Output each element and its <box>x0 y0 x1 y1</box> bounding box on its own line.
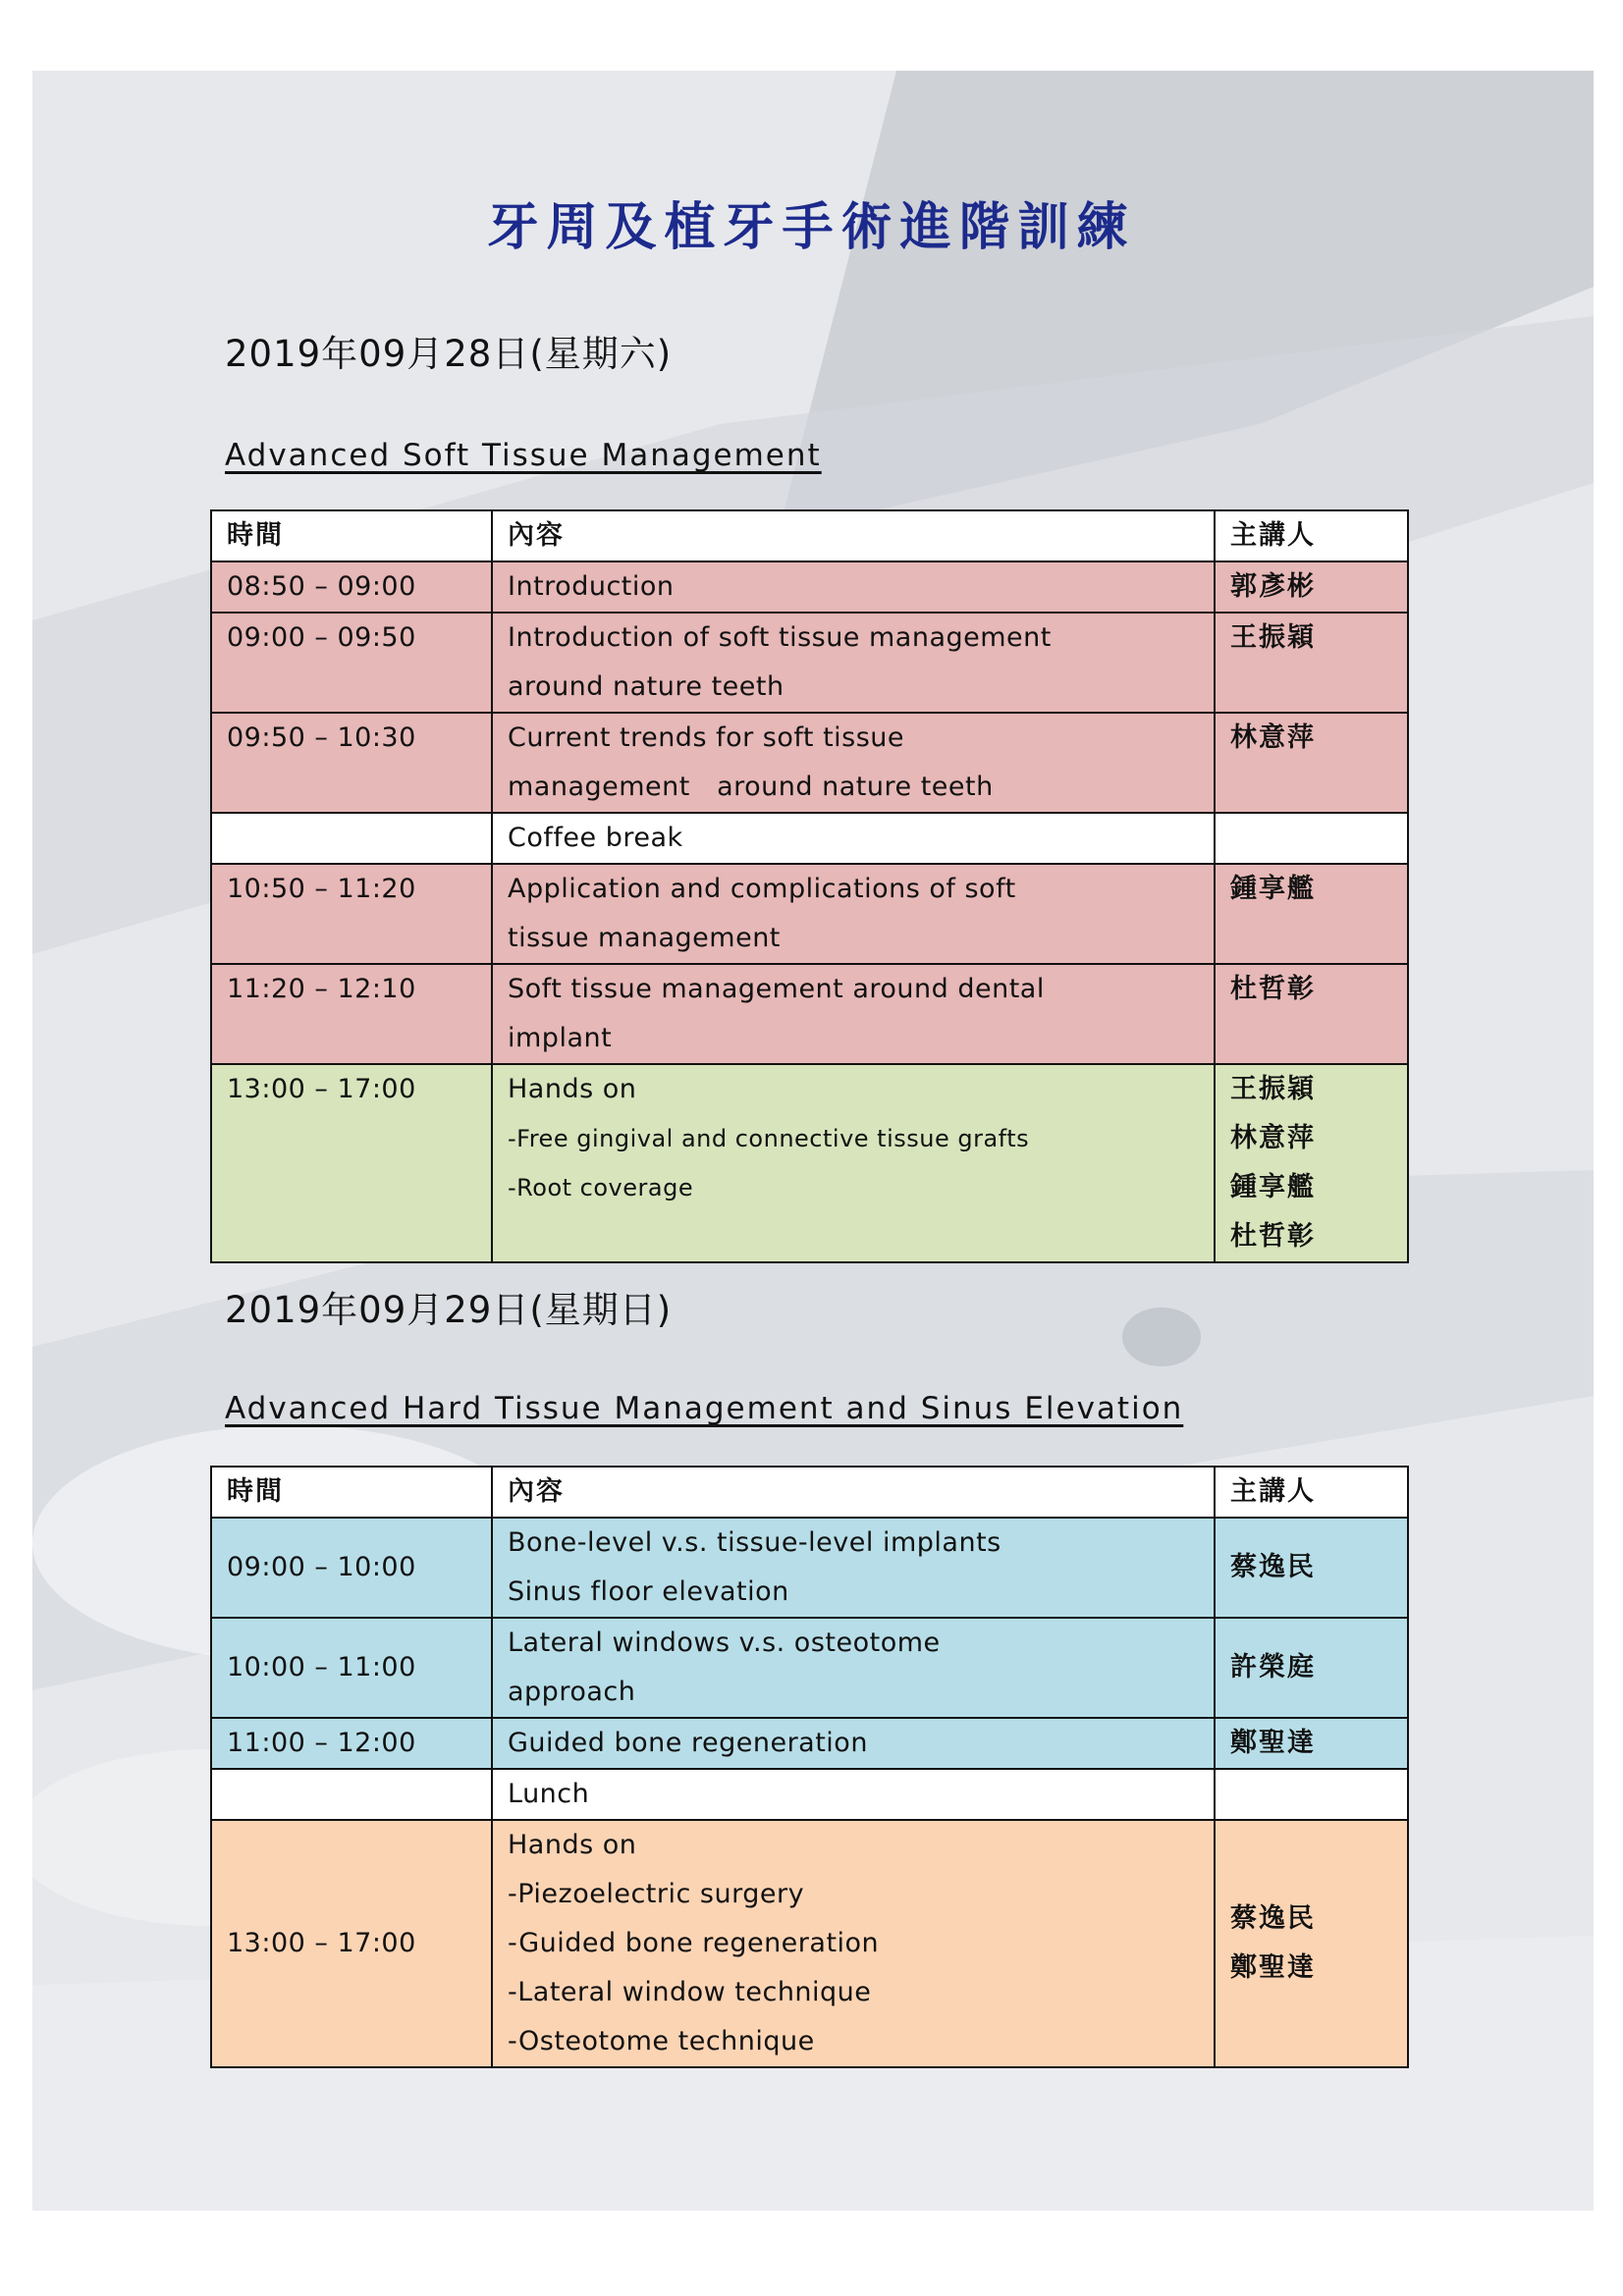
table-row <box>211 1618 1408 1718</box>
speaker-cell <box>1215 1820 1408 2067</box>
time-text: 08:50 – 09:00 <box>227 571 416 602</box>
content-line: Lateral windows v.s. osteotome <box>508 1628 941 1658</box>
content-cell <box>492 1518 1215 1618</box>
table-header-row <box>211 510 1408 561</box>
time-cell <box>211 1064 492 1262</box>
table-row <box>211 1718 1408 1769</box>
content-line: Bone-level v.s. tissue-level implants <box>508 1527 1001 1558</box>
header-content-cell <box>492 510 1215 561</box>
table-row-hands-on <box>211 1064 1408 1262</box>
header-content-cell <box>492 1467 1215 1518</box>
speaker-cell <box>1215 1064 1408 1262</box>
speaker-name: 王振穎 <box>1230 622 1316 653</box>
content-line: Application and complications of soft <box>508 874 1016 904</box>
empty-speaker <box>1230 814 1407 863</box>
header-time-label: 時間 <box>227 520 284 551</box>
speaker-name: 杜哲彰 <box>1230 1221 1316 1252</box>
content-cell <box>492 613 1215 713</box>
content-cell <box>492 1064 1215 1262</box>
time-cell <box>211 1769 492 1820</box>
content-cell <box>492 1820 1215 2067</box>
time-text: 10:00 – 11:00 <box>227 1652 416 1682</box>
time-cell <box>211 1718 492 1769</box>
speaker-name: 蔡逸民 <box>1230 1552 1316 1582</box>
header-content-label: 內容 <box>508 520 565 551</box>
content-line: around nature teeth <box>508 671 784 702</box>
speaker-name: 郭彥彬 <box>1230 571 1316 602</box>
content-line: Guided bone regeneration <box>508 1728 868 1758</box>
time-cell <box>211 561 492 613</box>
time-cell <box>211 1820 492 2067</box>
header-speaker-label: 主講人 <box>1230 520 1316 551</box>
time-cell <box>211 813 492 864</box>
content-line: Introduction of soft tissue management <box>508 622 1052 653</box>
time-text: 13:00 – 17:00 <box>227 1074 416 1104</box>
time-text: 13:00 – 17:00 <box>227 1928 416 1958</box>
content-line: Hands on <box>508 1074 637 1104</box>
header-content-label: 內容 <box>508 1476 565 1507</box>
header-speaker-cell <box>1215 1467 1408 1518</box>
speaker-cell <box>1215 864 1408 964</box>
content-line: management around nature teeth <box>508 772 994 802</box>
time-text: 09:00 – 10:00 <box>227 1552 416 1582</box>
time-text: 09:50 – 10:30 <box>227 722 416 753</box>
content-subline: -Root coverage <box>508 1174 694 1201</box>
header-speaker-label: 主講人 <box>1230 1476 1316 1507</box>
speaker-cell <box>1215 1769 1408 1820</box>
speaker-name: 林意萍 <box>1230 722 1316 753</box>
content-subline: -Guided bone regeneration <box>508 1928 880 1958</box>
page-title: 牙周及植牙手術進階訓練 <box>487 198 1136 257</box>
content-line: tissue management <box>508 923 781 953</box>
content-line: Current trends for soft tissue <box>508 722 905 753</box>
day1-date: 2019年09月28日(星期六) <box>225 333 673 375</box>
day2-date: 2019年09月29日(星期日) <box>225 1289 673 1331</box>
time-cell <box>211 864 492 964</box>
table-row <box>211 713 1408 813</box>
table-row <box>211 613 1408 713</box>
content-line: approach <box>508 1677 636 1707</box>
time-text: 11:00 – 12:00 <box>227 1728 416 1758</box>
speaker-name: 王振穎 <box>1230 1074 1316 1104</box>
content-subline: -Osteotome technique <box>508 2026 815 2056</box>
content-line: Introduction <box>508 571 675 602</box>
content-cell <box>492 1718 1215 1769</box>
time-cell <box>211 1518 492 1618</box>
speaker-name: 蔡逸民 <box>1230 1903 1316 1934</box>
content-line: Hands on <box>508 1830 637 1860</box>
empty-time <box>227 814 491 863</box>
header-time-cell <box>211 1467 492 1518</box>
empty-time <box>227 1770 491 1819</box>
speaker-cell <box>1215 561 1408 613</box>
content-subline: -Free gingival and connective tissue grafts <box>508 1125 1030 1152</box>
speaker-name: 鍾享艦 <box>1230 874 1316 904</box>
speaker-cell <box>1215 813 1408 864</box>
content-cell <box>492 1618 1215 1718</box>
content-line: implant <box>508 1023 613 1053</box>
empty-speaker <box>1230 1770 1407 1819</box>
content-cell <box>492 964 1215 1064</box>
content-cell <box>492 561 1215 613</box>
table-row <box>211 964 1408 1064</box>
speaker-cell <box>1215 713 1408 813</box>
time-cell <box>211 613 492 713</box>
time-text: 10:50 – 11:20 <box>227 874 416 904</box>
content-line: Coffee break <box>508 823 683 853</box>
speaker-cell <box>1215 1718 1408 1769</box>
speaker-name: 鄭聖達 <box>1230 1728 1316 1758</box>
table-row <box>211 864 1408 964</box>
speaker-cell <box>1215 1518 1408 1618</box>
schedule-table-day2 <box>210 1466 1409 2068</box>
content-cell <box>492 813 1215 864</box>
table-row <box>211 561 1408 613</box>
time-text: 09:00 – 09:50 <box>227 622 416 653</box>
schedule-table-day1 <box>210 509 1409 1263</box>
speaker-name: 林意萍 <box>1230 1123 1316 1153</box>
table-header-row <box>211 1467 1408 1518</box>
speaker-cell <box>1215 964 1408 1064</box>
day2-subtitle: Advanced Hard Tissue Management and Sinus Elevation <box>225 1391 1184 1426</box>
content-cell <box>492 1769 1215 1820</box>
table-row-break <box>211 1769 1408 1820</box>
table-row <box>211 1518 1408 1618</box>
time-text: 11:20 – 12:10 <box>227 974 416 1004</box>
speaker-cell <box>1215 1618 1408 1718</box>
table-row-hands-on <box>211 1820 1408 2067</box>
speaker-name: 鍾享艦 <box>1230 1172 1316 1202</box>
header-time-label: 時間 <box>227 1476 284 1507</box>
time-cell <box>211 713 492 813</box>
content-line: Sinus floor elevation <box>508 1576 789 1607</box>
time-cell <box>211 964 492 1064</box>
speaker-name: 杜哲彰 <box>1230 974 1316 1004</box>
day1-subtitle: Advanced Soft Tissue Management <box>225 438 822 473</box>
speaker-cell <box>1215 613 1408 713</box>
content-cell <box>492 713 1215 813</box>
header-time-cell <box>211 510 492 561</box>
content-line: Soft tissue management around dental <box>508 974 1045 1004</box>
speaker-name: 鄭聖達 <box>1230 1952 1316 1983</box>
content-subline: -Lateral window technique <box>508 1977 872 2007</box>
content-subline: -Piezoelectric surgery <box>508 1879 805 1909</box>
content-line: Lunch <box>508 1779 590 1809</box>
content-cell <box>492 864 1215 964</box>
speaker-name: 許榮庭 <box>1230 1652 1316 1682</box>
header-speaker-cell <box>1215 510 1408 561</box>
table-row-break <box>211 813 1408 864</box>
time-cell <box>211 1618 492 1718</box>
